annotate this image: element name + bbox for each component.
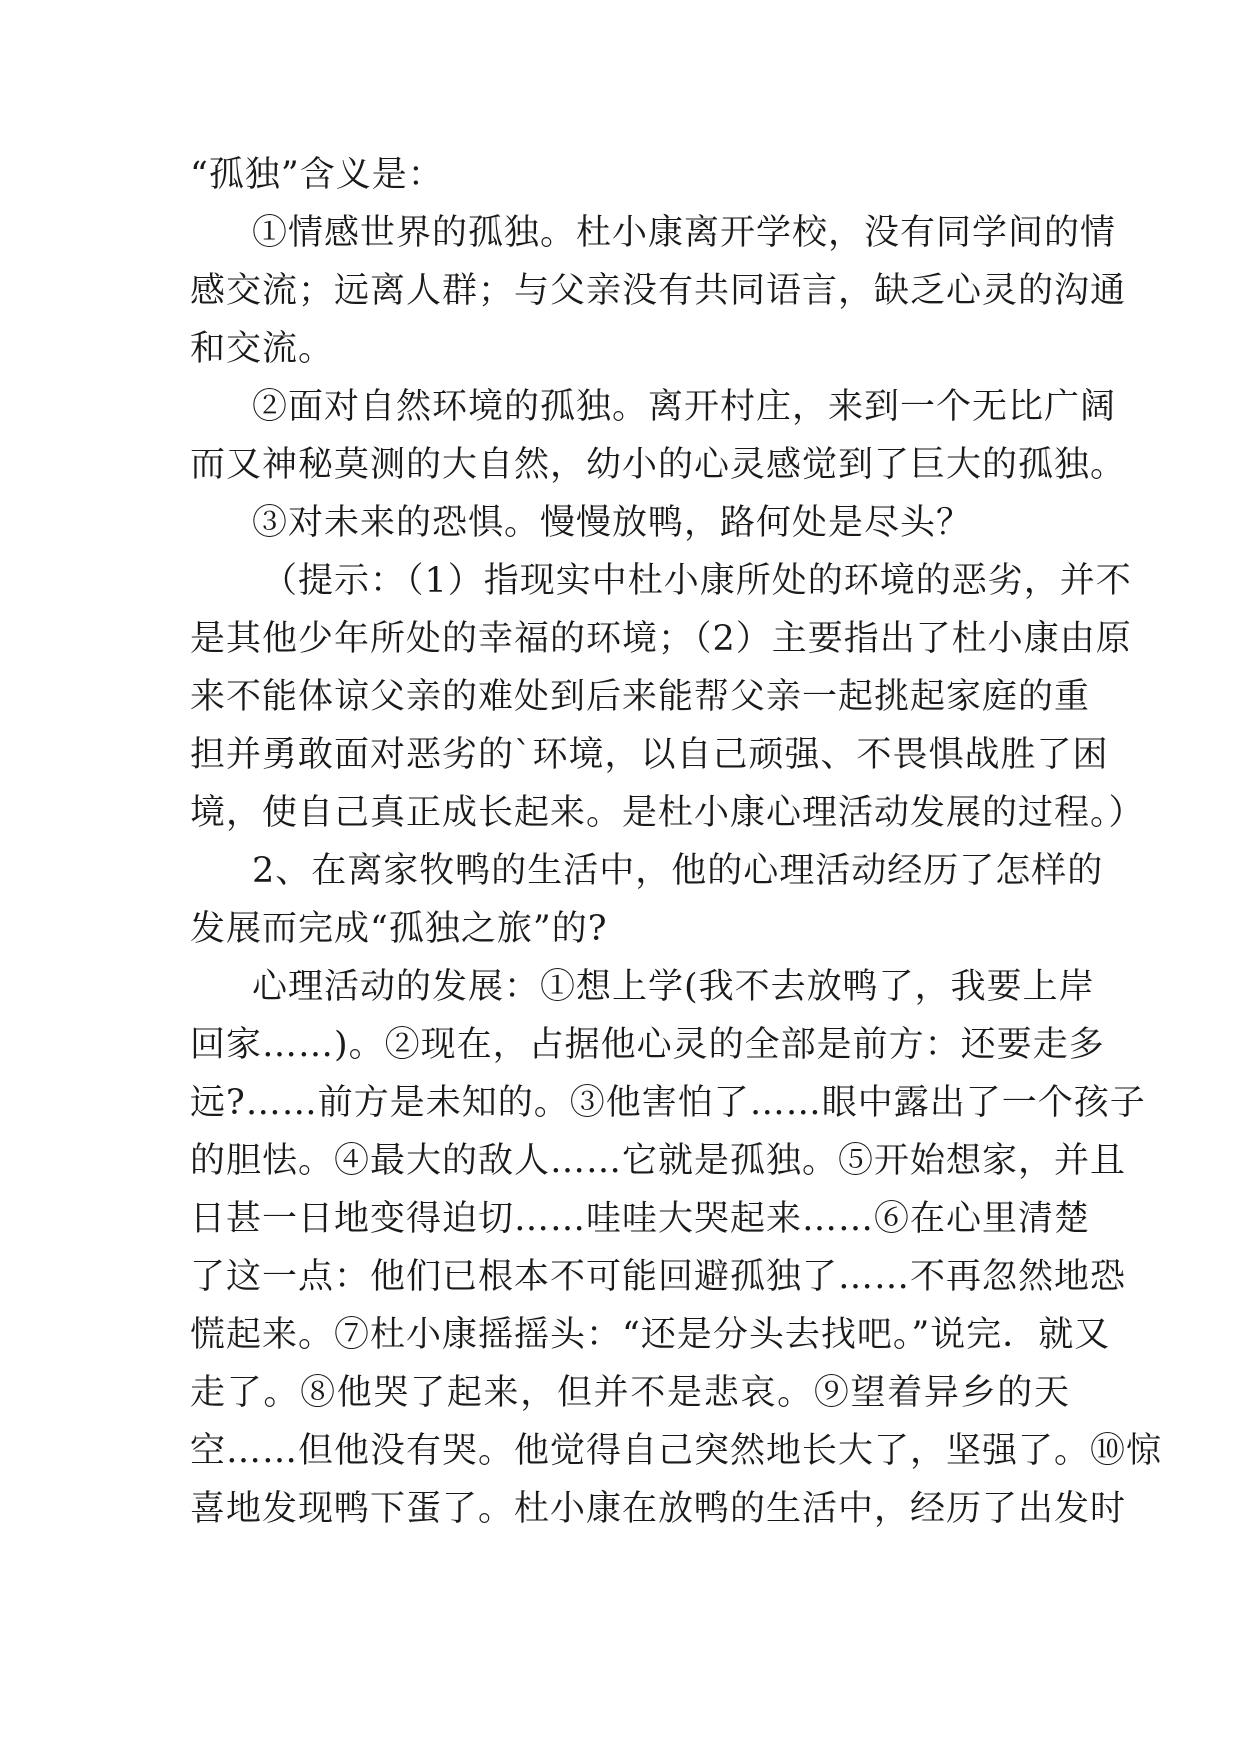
text-line: ③对未来的恐惧。慢慢放鸭，路何处是尽头？ — [252, 503, 973, 543]
text-line: 的胆怯。④最大的敌人……它就是孤独。⑤开始想家，并且 — [190, 1141, 1127, 1181]
text-line: 和交流。 — [190, 329, 335, 369]
text-line: 走了。⑧他哭了起来，但并不是悲哀。⑨望着异乡的天 — [190, 1373, 1070, 1413]
text-line: 日甚一日地变得迫切……哇哇大哭起来……⑥在心里清楚 — [190, 1199, 1091, 1239]
text-line: 2、在离家牧鸭的生活中，他的心理活动经历了怎样的 — [252, 851, 1104, 891]
text-line: 回家……)。②现在，占据他心灵的全部是前方：还要走多 — [190, 1025, 1105, 1065]
text-line: 发展而完成“孤独之旅”的? — [190, 909, 608, 949]
text-line: ②面对自然环境的孤独。离开村庄，来到一个无比广阔 — [252, 387, 1117, 427]
text-line: 来不能体谅父亲的难处到后来能帮父亲一起挑起家庭的重 — [190, 677, 1091, 717]
text-line: 境，使自己真正成长起来。是杜小康心理活动发展的过程。） — [190, 793, 1145, 833]
text-line: 喜地发现鸭下蛋了。杜小康在放鸭的生活中，经历了出发时 — [190, 1489, 1127, 1529]
text-line: （提示：（1）指现实中杜小康所处的环境的恶劣，并不 — [262, 561, 1132, 601]
text-line: 空……但他没有哭。他觉得自己突然地长大了，坚强了。⑩惊 — [190, 1431, 1163, 1471]
text-line: 担并勇敢面对恶劣的`环境，以自己顽强、不畏惧战胜了困 — [190, 735, 1109, 775]
text-line: 慌起来。⑦杜小康摇摇头：“还是分头去找吧。”说完．就又 — [190, 1315, 1111, 1355]
text-line: 了这一点：他们已根本不可能回避孤独了……不再忽然地恐 — [190, 1257, 1127, 1297]
text-line: 心理活动的发展：①想上学(我不去放鸭了，我要上岸 — [252, 967, 1095, 1007]
text-line: “孤独”含义是： — [190, 155, 444, 195]
text-line: 感交流；远离人群；与父亲没有共同语言，缺乏心灵的沟通 — [190, 271, 1127, 311]
text-line: 而又神秘莫测的大自然，幼小的心灵感觉到了巨大的孤独。 — [190, 445, 1127, 485]
text-line: 远?……前方是未知的。③他害怕了……眼中露出了一个孩子 — [190, 1083, 1146, 1123]
text-line: 是其他少年所处的幸福的环境；（2）主要指出了杜小康由原 — [190, 619, 1132, 659]
text-line: ①情感世界的孤独。杜小康离开学校，没有同学间的情 — [252, 213, 1117, 253]
